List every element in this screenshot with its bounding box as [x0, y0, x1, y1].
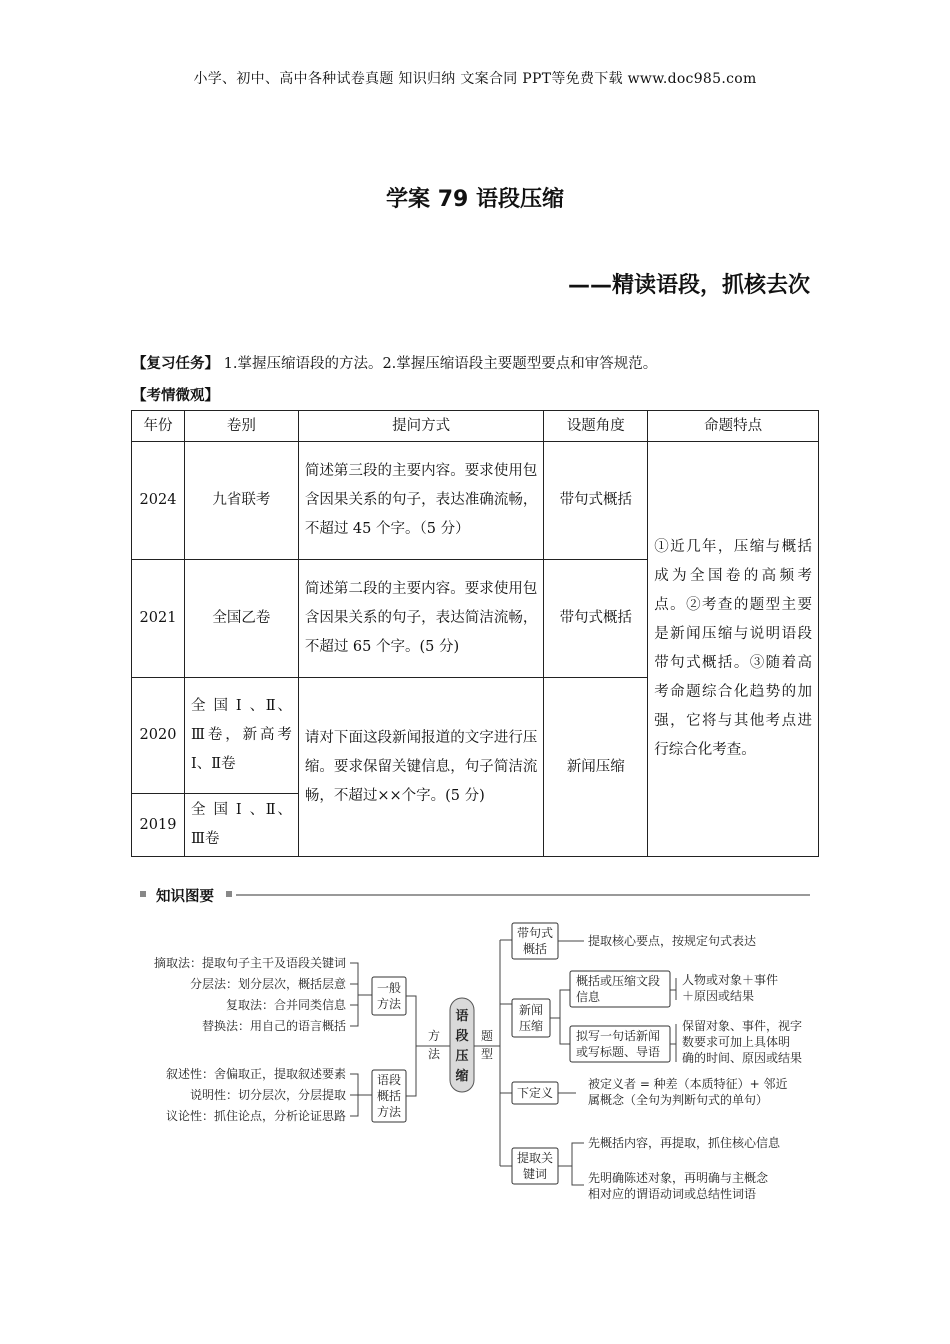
cell-question-shared: 请对下面这段新闻报道的文字进行压缩。要求保留关键信息，句子简洁流畅，不超过××个字。(5 分) [298, 678, 544, 857]
type1-box-text: 概括 [522, 942, 548, 956]
header-question: 提问方式 [298, 411, 544, 442]
cell-year: 2019 [132, 794, 185, 857]
type4-box-text: 提取关 [516, 1151, 554, 1165]
method-label: 方 [427, 1029, 441, 1043]
general-item: 替换法：用自己的语言概括 [201, 1019, 346, 1033]
news-b-desc: 数要求可加上具体明 [682, 1035, 791, 1049]
review-task-text: 1.掌握压缩语段的方法。2.掌握压缩语段主要题型要点和审答规范。 [219, 356, 658, 372]
type4-desc-b: 先明确陈述对象，再明确与主概念 [588, 1171, 769, 1185]
header-year: 年份 [132, 411, 185, 442]
overview-label: 【考情微观】 [132, 388, 219, 404]
cell-paper: 全国乙卷 [184, 560, 298, 678]
center-char: 压 [455, 1049, 469, 1064]
general-item: 摘取法：提取句子主干及语段关键词 [153, 956, 346, 970]
page-subtitle: ——精读语段，抓核去次 [567, 273, 810, 298]
general-box-text: 一般 [376, 981, 402, 995]
type4-desc-a: 先概括内容，再提取，抓住核心信息 [588, 1136, 781, 1150]
svg-text:信息: 信息 [576, 990, 601, 1004]
cell-year: 2021 [132, 560, 185, 678]
news-a-desc: 人物或对象＋事件 [682, 973, 779, 987]
genre-box-text: 语段 [376, 1073, 402, 1087]
cell-year: 2024 [132, 442, 185, 560]
general-items [154, 955, 347, 1033]
genre-items [166, 1066, 346, 1123]
type4-box-text: 键词 [522, 1167, 548, 1181]
svg-text:概括或压缩文段: 概括或压缩文段 [576, 974, 661, 988]
genre-item: 说明性：切分层次，分层提取 [189, 1088, 346, 1102]
type2-box-text: 压缩 [518, 1019, 544, 1033]
cell-paper: 全 国 Ⅰ 、Ⅱ、Ⅲ卷 [184, 794, 298, 857]
knowledge-title: 知识图要 [156, 889, 214, 905]
cell-question: 简述第三段的主要内容。要求使用包含因果关系的句子，表达准确流畅，不超过 45 个字。（5 分） [298, 442, 544, 560]
general-bracket [350, 963, 372, 1026]
news-a-desc: ＋原因或结果 [682, 989, 755, 1003]
news-b-desc: 保留对象、事件，视字 [682, 1019, 803, 1033]
cell-year: 2020 [132, 678, 185, 794]
center-char: 缩 [455, 1069, 469, 1084]
center-char: 语 [455, 1009, 469, 1024]
type1-desc: 提取核心要点，按规定句式表达 [588, 934, 757, 948]
cell-question: 简述第二段的主要内容。要求使用包含因果关系的句子，表达简洁流畅，不超过 65 个字。(5 分) [298, 560, 544, 678]
method-bracket [406, 996, 450, 1096]
genre-box-text: 概括 [376, 1089, 402, 1103]
general-item: 分层法：划分层次，概括层意 [189, 977, 346, 991]
method-label: 法 [427, 1047, 441, 1061]
page-title: 学案 79 语段压缩 [386, 187, 564, 212]
cell-paper: 九省联考 [184, 442, 298, 560]
type2-box-text: 新闻 [518, 1003, 544, 1017]
genre-item: 议论性：抓住论点，分析论证思路 [165, 1109, 346, 1123]
news-b-desc: 确的时间、原因或结果 [682, 1051, 803, 1065]
genre-bracket [350, 1074, 372, 1116]
review-task-label: 【复习任务】 [132, 356, 219, 372]
cell-features: ①近几年，压缩与概括成为全国卷的高频考点。②考查的题型主要是新闻压缩与说明语段带句式概括。③随着高考命题综合化趋势的加强，它将与其他考点进行综合化考查。 [648, 442, 819, 857]
type-label: 题 [480, 1029, 494, 1043]
header-paper: 卷别 [184, 411, 298, 442]
svg-text:拟写一句话新闻: 拟写一句话新闻 [576, 1029, 661, 1043]
svg-text:或写标题、导语: 或写标题、导语 [576, 1045, 661, 1059]
type4-desc-b: 相对应的谓语动词或总结性词语 [588, 1187, 757, 1201]
header-features: 命题特点 [648, 411, 819, 442]
type3-box-text: 下定义 [516, 1086, 554, 1100]
genre-item: 叙述性：舍偏取正，提取叙述要素 [165, 1067, 346, 1081]
type-label: 型 [480, 1047, 494, 1061]
type3-desc: 属概念（全句为判断句式的单句） [588, 1093, 769, 1107]
cell-paper: 全 国 Ⅰ 、Ⅱ、Ⅲ卷，新高考Ⅰ、Ⅱ卷 [184, 678, 298, 794]
page-banner: 小学、初中、高中各种试卷真题 知识归纳 文案合同 PPT等免费下载 www.doc985.com [193, 71, 757, 87]
genre-box-text: 方法 [376, 1105, 402, 1119]
header-angle: 设题角度 [544, 411, 648, 442]
cell-angle-shared: 新闻压缩 [544, 678, 648, 857]
cell-angle: 带句式概括 [544, 442, 648, 560]
type3-desc: 被定义者 = 种差（本质特征）+ 邻近 [588, 1077, 788, 1091]
general-box-text: 方法 [376, 997, 402, 1011]
type1-box-text: 带句式 [516, 926, 554, 940]
cell-angle: 带句式概括 [544, 560, 648, 678]
center-char: 段 [455, 1029, 469, 1044]
general-item: 复取法：合并同类信息 [225, 998, 346, 1012]
